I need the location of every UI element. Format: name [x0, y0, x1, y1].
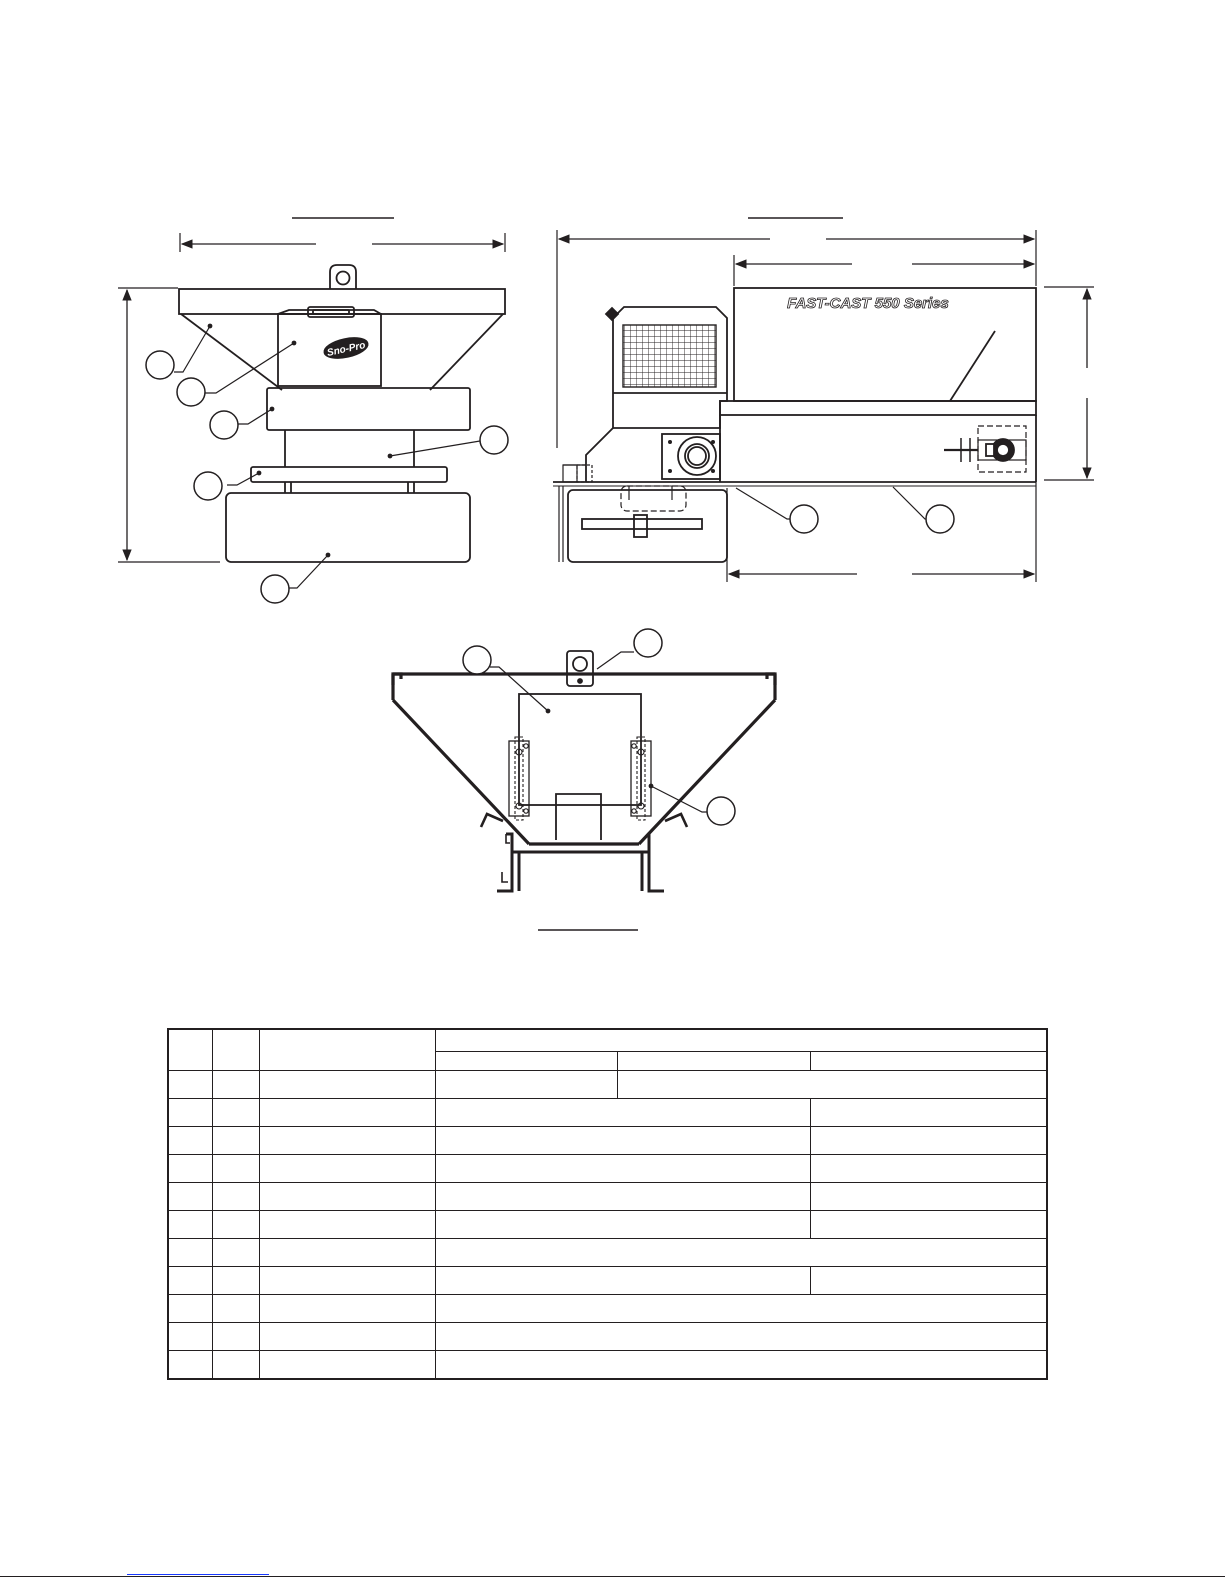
table-cell — [212, 1267, 259, 1295]
table-row — [168, 1295, 1047, 1323]
front-view — [118, 218, 508, 603]
table-cell — [259, 1183, 435, 1211]
footer-link-underline[interactable] — [127, 1574, 269, 1575]
table-cell — [435, 1239, 1047, 1267]
table-cell — [259, 1071, 435, 1099]
table-header-cell — [168, 1029, 212, 1071]
table-cell — [435, 1267, 810, 1295]
table-cell — [259, 1099, 435, 1127]
table-cell — [212, 1211, 259, 1239]
table-subheader-cell — [617, 1051, 810, 1071]
table-cell — [259, 1350, 435, 1379]
table-row — [168, 1267, 1047, 1295]
table-header-cell — [259, 1029, 435, 1071]
frame-rail — [720, 401, 1036, 415]
table-row — [168, 1099, 1047, 1127]
callout-bubble — [463, 646, 491, 674]
callout-bubble — [926, 505, 954, 533]
table-header-row — [168, 1029, 1047, 1051]
table-header-group — [435, 1029, 1047, 1051]
table-cell — [168, 1127, 212, 1155]
specification-table — [167, 1028, 1048, 1380]
side-view — [553, 218, 1094, 582]
footer-rule — [0, 1576, 1225, 1577]
table-cell — [435, 1127, 810, 1155]
table-cell — [259, 1323, 435, 1351]
table-subheader-cell — [810, 1051, 1047, 1071]
table-row — [168, 1127, 1047, 1155]
table-header-cell — [212, 1029, 259, 1071]
callout-bubble — [210, 411, 238, 439]
spinner-plate — [251, 467, 447, 482]
table-cell — [168, 1295, 212, 1323]
table-row — [168, 1183, 1047, 1211]
table-cell — [168, 1267, 212, 1295]
table-row — [168, 1211, 1047, 1239]
section-motor-plate — [519, 694, 641, 805]
table-cell — [810, 1099, 1047, 1127]
table-row — [168, 1071, 1047, 1099]
table-cell — [259, 1155, 435, 1183]
callout-bubble — [194, 472, 222, 500]
callout-bubble — [177, 378, 205, 406]
table-cell — [168, 1323, 212, 1351]
callout-bubble — [790, 505, 818, 533]
table-row — [168, 1350, 1047, 1379]
table-cell — [259, 1267, 435, 1295]
table-cell — [810, 1155, 1047, 1183]
table-cell — [212, 1239, 259, 1267]
table-cell — [212, 1099, 259, 1127]
table-cell — [212, 1071, 259, 1099]
table-row — [168, 1323, 1047, 1351]
deflector-box — [226, 493, 470, 562]
section-view — [393, 629, 775, 930]
table-cell — [259, 1295, 435, 1323]
table-cell — [435, 1155, 810, 1183]
table-cell — [259, 1211, 435, 1239]
table-cell — [810, 1211, 1047, 1239]
upper-band — [267, 388, 470, 430]
table-cell — [435, 1295, 1047, 1323]
table-cell — [168, 1155, 212, 1183]
table-cell — [435, 1183, 810, 1211]
table-cell — [435, 1099, 810, 1127]
fast-cast-decal: FAST-CAST 550 Series — [787, 295, 949, 312]
table-cell — [168, 1350, 212, 1379]
callout-bubble — [146, 351, 174, 379]
callout-bubble — [707, 797, 735, 825]
sno-pro-logo-text: Sno-Pro — [326, 340, 367, 359]
table-cell — [810, 1183, 1047, 1211]
table-cell — [810, 1127, 1047, 1155]
callout-bubble — [261, 575, 289, 603]
table-cell — [435, 1323, 1047, 1351]
callout-bubble — [634, 629, 662, 657]
table-cell — [435, 1211, 810, 1239]
table-cell — [810, 1267, 1047, 1295]
table-cell — [212, 1323, 259, 1351]
table-cell — [168, 1211, 212, 1239]
table-cell — [212, 1295, 259, 1323]
table-row — [168, 1155, 1047, 1183]
table-cell — [168, 1239, 212, 1267]
table-cell — [617, 1071, 1047, 1099]
table-cell — [212, 1155, 259, 1183]
table-cell — [435, 1350, 1047, 1379]
table-subheader-cell — [435, 1051, 617, 1071]
table-cell — [435, 1071, 617, 1099]
callout-bubble — [480, 426, 508, 454]
table-row — [168, 1239, 1047, 1267]
motor-grill — [623, 325, 716, 387]
table-cell — [212, 1127, 259, 1155]
table-cell — [212, 1183, 259, 1211]
table-cell — [168, 1071, 212, 1099]
table-cell — [168, 1099, 212, 1127]
table-cell — [259, 1239, 435, 1267]
table-cell — [259, 1127, 435, 1155]
table-cell — [168, 1183, 212, 1211]
table-cell — [212, 1350, 259, 1379]
